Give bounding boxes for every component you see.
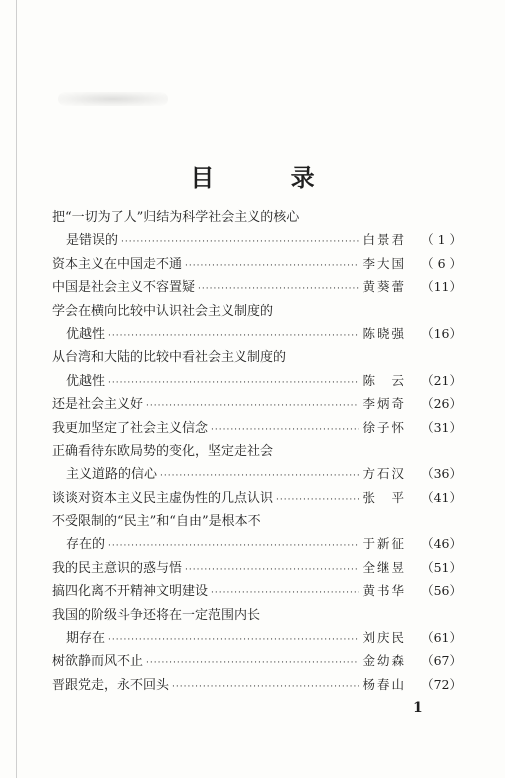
dot-leader [108,635,359,645]
toc-entry-continuation [52,229,462,252]
toc-entry-title: 资本主义在中国走不通 [52,256,183,272]
toc-entry-author: 刘庆民 [362,630,406,646]
toc-entry [52,276,462,299]
toc-entry-title: 还是社会主义好 [52,397,144,413]
toc-entry-line [52,440,462,463]
toc-entry [52,604,462,651]
dot-leader [146,401,359,411]
dot-leader [108,541,359,551]
toc-entry-title: 谈谈对资本主义民主虚伪性的几点认识 [52,490,274,506]
dot-leader [108,331,359,341]
toc-entry-author: 黄葵蕾 [362,279,406,295]
toc-entry-author: 陈 云 [362,372,406,388]
dot-leader [276,495,359,505]
dot-leader [121,237,359,247]
toc-entry-continuation [52,627,462,650]
toc-entry-page: （ 6 ） [421,255,462,271]
toc-entry-continuation [52,370,462,393]
toc-entry-page: （16） [421,325,462,341]
toc-entry-line [52,300,462,323]
toc-entry-title: 我更加坚定了社会主义信念 [52,420,209,436]
toc-entry-title: 搞四化离不开精神文明建设 [52,584,209,600]
toc-entry-title: 优越性 [66,373,106,389]
toc-entry-continuation [52,463,462,486]
toc-entry [52,557,462,580]
toc-entry-page: （11） [421,279,462,295]
toc-entry-author: 于新征 [362,536,406,552]
toc-entry-title: 不受限制的“民主”和“自由”是根本不 [52,514,261,530]
toc-entry [52,253,462,276]
toc-entry-title: 我国的阶级斗争还将在一定范围内长 [52,607,261,623]
toc-entry-title: 树欲静而风不止 [52,654,144,670]
toc-entry-author: 陈晓强 [362,325,406,341]
toc-entry-page: （26） [421,396,462,412]
toc-entry-line [52,346,462,369]
toc-entry-page: （31） [421,419,462,435]
toc-entry-title: 主义道路的信心 [66,467,158,483]
toc-entry [52,510,462,557]
toc-entry-page: （61） [421,630,462,646]
toc-entry-title: 期存在 [66,631,106,647]
toc-entry-author: 徐子怀 [362,419,406,435]
toc-entry-title: 从台湾和大陆的比较中看社会主义制度的 [52,350,287,366]
toc-entry [52,440,462,487]
table-of-contents [52,206,462,697]
toc-entry-line [52,674,462,697]
toc-entry-line [52,276,462,299]
toc-entry-page: （ 1 ） [421,232,462,248]
toc-entry-title: 把“一切为了人”归结为科学社会主义的核心 [52,210,300,225]
toc-entry [52,417,462,440]
toc-entry-line [52,393,462,416]
dot-leader [211,588,359,598]
toc-entry-author: 杨春山 [362,676,406,692]
dot-leader [160,471,359,481]
toc-entry-page: （56） [421,583,462,599]
dot-leader [146,658,359,668]
toc-entry-line [52,417,462,440]
page-number: 1 [413,700,423,716]
toc-entry-author: 全继昱 [362,559,406,575]
toc-entry-page: （21） [421,372,462,388]
toc-entry-page: （41） [421,489,462,505]
toc-entry-line [52,650,462,673]
toc-entry-page: （46） [421,536,462,552]
toc-entry-title: 是错误的 [66,233,119,249]
toc-entry [52,650,462,673]
page-edge-line [16,0,17,778]
toc-entry-continuation [52,533,462,556]
toc-entry-page: （36） [421,466,462,482]
toc-entry-title: 中国是社会主义不容置疑 [52,280,196,296]
dot-leader [211,425,359,435]
toc-entry [52,487,462,510]
toc-entry-author: 黄书华 [362,583,406,599]
dot-leader [198,284,359,294]
toc-entry-line [52,604,462,627]
toc-entry-author: 方石汉 [362,466,406,482]
toc-entry-line [52,206,462,229]
toc-entry [52,393,462,416]
toc-entry-title: 学会在横向比较中认识社会主义制度的 [52,303,274,319]
toc-entry [52,300,462,347]
toc-entry [52,346,462,393]
toc-entry-author: 张 平 [362,489,406,505]
toc-entry-author: 李大国 [362,255,406,271]
toc-entry-line [52,487,462,510]
toc-entry-author: 白景君 [362,232,406,248]
toc-entry-page: （72） [421,676,462,692]
toc-entry-title: 存在的 [66,537,106,553]
toc-entry-page: （67） [421,653,462,669]
toc-entry-title: 正确看待东欧局势的变化，坚定走社会 [52,443,274,459]
dot-leader [185,261,359,271]
toc-entry-author: 李炳奇 [362,396,406,412]
toc-entry-title: 晋跟党走，永不回头 [52,677,170,693]
toc-entry-continuation [52,323,462,346]
toc-entry-line [52,253,462,276]
toc-entry [52,206,462,253]
dot-leader [172,682,359,692]
toc-entry-page: （51） [421,559,462,575]
toc-entry [52,580,462,603]
toc-entry-author: 金幼森 [362,653,406,669]
toc-title: 目 录 [190,163,349,192]
toc-entry-line [52,580,462,603]
toc-entry-title: 我的民主意识的惑与悟 [52,560,183,576]
dot-leader [108,378,359,388]
toc-entry [52,674,462,697]
toc-entry-line [52,557,462,580]
toc-entry-title: 优越性 [66,326,106,342]
toc-entry-line [52,510,462,533]
dot-leader [185,565,359,575]
print-smudge [58,92,168,106]
